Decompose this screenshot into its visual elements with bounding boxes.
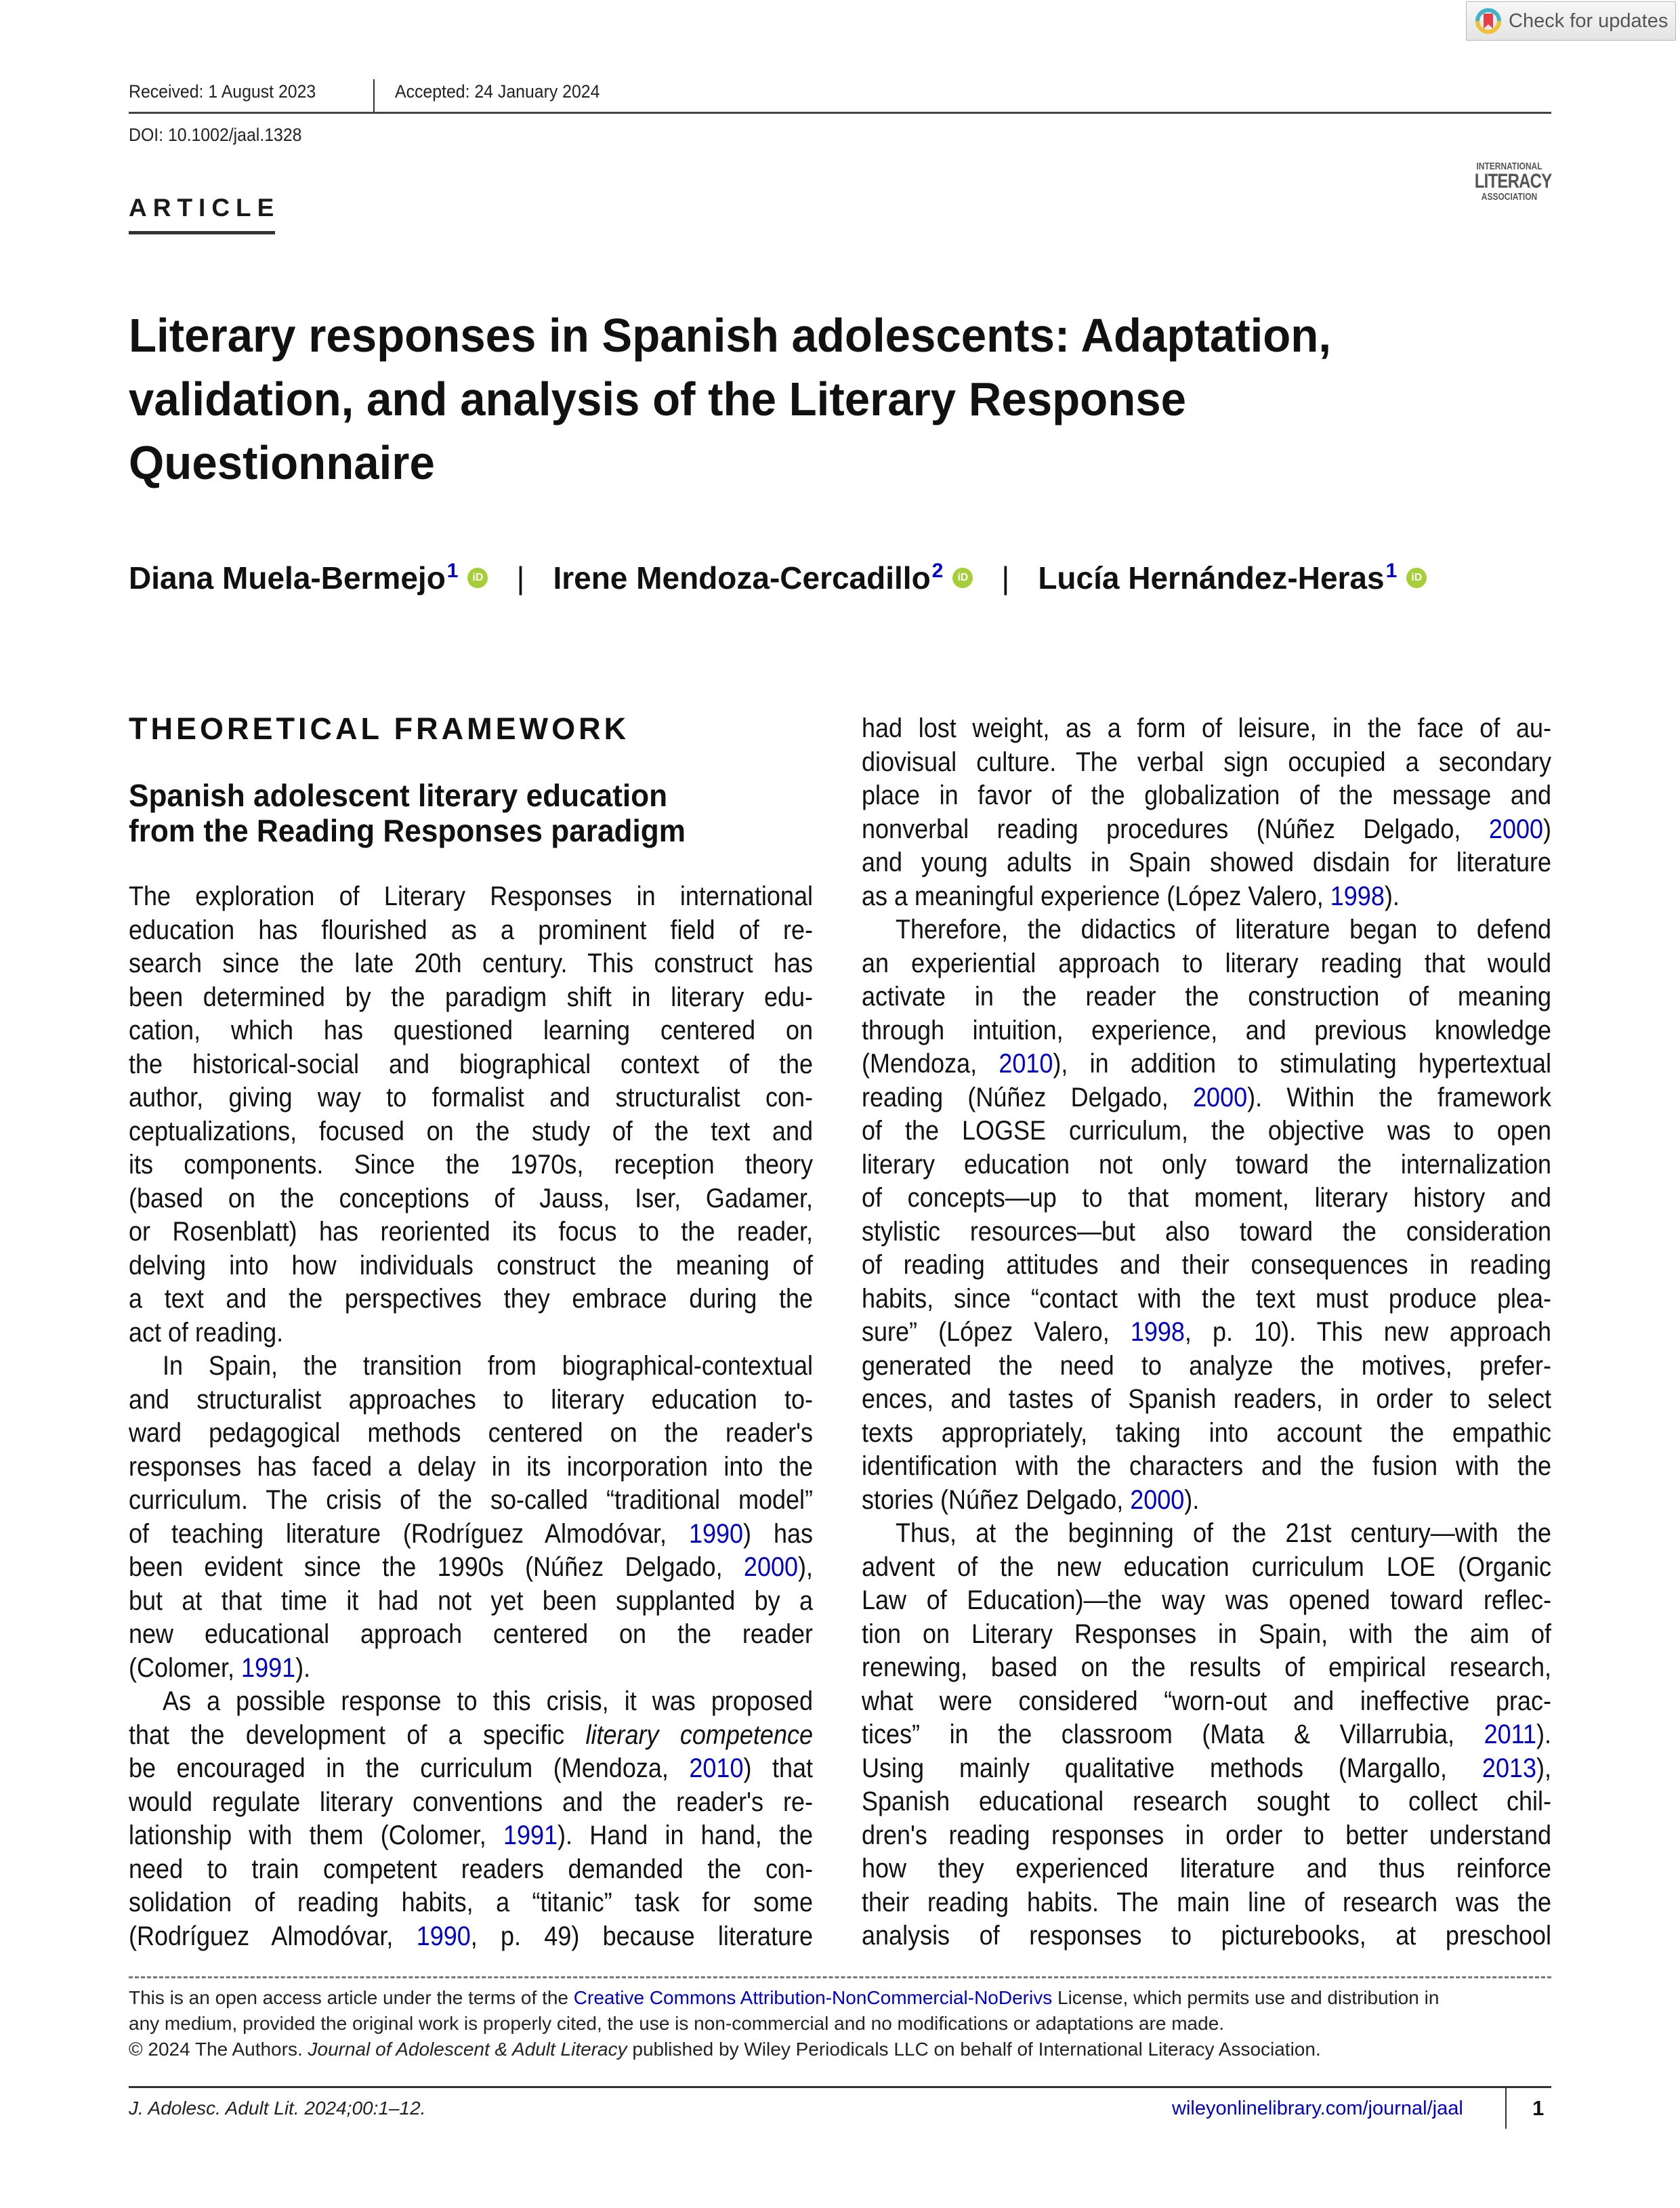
line-text: In Spain, the transition from biographical-contextual (162, 1351, 813, 1381)
line-text: and young adults in Spain showed disdain for literature (862, 848, 1551, 877)
text-line (862, 879, 1400, 913)
citation-link[interactable]: 2011 (1484, 1720, 1537, 1749)
line-text: solidation of reading habits, a “titanic” task for some (129, 1888, 813, 1917)
text-line (129, 1584, 813, 1618)
line-text: ) (1543, 814, 1551, 844)
citation-link[interactable]: 1991 (503, 1820, 558, 1850)
body-column-right (862, 711, 1551, 1965)
line-text: analysis of responses to picturebooks, at preschool (862, 1921, 1551, 1951)
header-rule (129, 112, 1551, 114)
title-line-3: Questionnaire (129, 436, 435, 489)
title-line-2: validation, and analysis of the Literary Response (129, 373, 1186, 425)
line-text: literary education not only toward the internalization (862, 1149, 1551, 1180)
line-text: Therefore, the didactics of literature began to defend (895, 915, 1551, 944)
line-text: nonverbal reading procedures (Núñez Delgado, (862, 814, 1489, 844)
orcid-icon[interactable]: iD (952, 568, 973, 588)
line-text: ceptualizations, focused on the study of the text and (129, 1116, 813, 1146)
affiliation-marker[interactable]: 1 (446, 560, 459, 582)
text-line (129, 1047, 813, 1081)
article-type-underline (129, 231, 275, 234)
text-line (862, 1148, 1551, 1182)
author-name: Diana Muela-Bermejo (129, 560, 446, 596)
text-line (129, 1651, 310, 1685)
line-text: had lost weight, as a form of leisure, in the face of au- (862, 713, 1551, 743)
text-line (862, 1181, 1551, 1215)
line-text: responses has faced a delay in its incorporation into the (129, 1451, 813, 1482)
subsection-heading-line-1: Spanish adolescent literary education (129, 778, 668, 813)
line-text: been evident since the 1990s (Núñez Delgado, (129, 1552, 744, 1582)
line-text: and structuralist approaches to literary education to- (129, 1384, 813, 1415)
journal-url-link[interactable]: wileyonlinelibrary.com/journal/jaal (1172, 2098, 1463, 2119)
line-text: through intuition, experience, and previous knowledge (862, 1015, 1551, 1045)
text-line (862, 1818, 1551, 1852)
text-line (129, 946, 813, 980)
text-line (129, 1014, 813, 1047)
line-text: activate in the reader the construction of meaning (862, 982, 1551, 1012)
text-line (862, 1550, 1551, 1584)
citation-link[interactable]: 2000 (1488, 814, 1544, 844)
text-line (129, 1684, 813, 1718)
text-line (129, 1718, 813, 1752)
citation-link[interactable]: 2010 (999, 1049, 1053, 1079)
orcid-icon[interactable]: iD (1406, 568, 1427, 588)
line-text: renewing, based on the results of empirical research, (862, 1652, 1551, 1682)
line-text: The exploration of Literary Responses in international (129, 881, 813, 911)
article-type-label: ARTICLE (129, 194, 280, 222)
text-line (129, 1751, 813, 1785)
line-text: its components. Since the 1970s, reception theory (129, 1150, 813, 1180)
text-line (862, 1583, 1551, 1617)
text-line (862, 1751, 1551, 1785)
text-line (129, 1249, 813, 1283)
orcid-icon[interactable]: iD (467, 568, 488, 588)
article-title (129, 304, 1551, 495)
line-text: As a possible response to this crisis, it was proposed (162, 1686, 813, 1716)
text-line (862, 778, 1551, 812)
journal-citation: J. Adolesc. Adult Lit. 2024;00:1–12. (129, 2098, 426, 2119)
citation-link[interactable]: 2000 (1193, 1082, 1248, 1112)
line-text: stylistic resources—but also toward the consideration (862, 1216, 1551, 1247)
line-text: of the LOGSE curriculum, the objective was to open (862, 1116, 1551, 1146)
line-text: ). (1384, 881, 1400, 911)
author-list (129, 554, 1427, 602)
line-text: been determined by the paradigm shift in literary edu- (129, 982, 813, 1012)
text-line (862, 1717, 1551, 1751)
subsection-heading (129, 778, 709, 848)
line-text: would regulate literary conventions and the reader's re- (129, 1787, 813, 1817)
check-for-updates-button[interactable] (1466, 1, 1676, 41)
text-line (862, 846, 1551, 879)
text-line (862, 1416, 1551, 1450)
text-line (129, 1919, 813, 1953)
line-text: tion on Literary Responses in Spain, with the aim of (862, 1619, 1551, 1649)
footnote-divider (129, 1976, 1551, 1978)
text-line (129, 1886, 813, 1919)
line-text: diovisual culture. The verbal sign occupied a secondary (862, 747, 1551, 777)
text-line (862, 1684, 1551, 1718)
line-text: a text and the perspectives they embrace during the (129, 1284, 813, 1314)
line-text: texts appropriately, taking into account the empathic (862, 1417, 1551, 1448)
copyright-text: © 2024 The Authors. (129, 2039, 308, 2060)
text-line (862, 745, 1551, 779)
line-text: education has flourished as a prominent field of re- (129, 915, 813, 945)
text-line (862, 1919, 1551, 1953)
line-text: (based on the conceptions of Jauss, Iser, Gadamer, (129, 1183, 813, 1213)
line-text: Using mainly qualitative methods (Margallo, (862, 1753, 1482, 1783)
line-text: need to train competent readers demanded the con- (129, 1854, 813, 1884)
line-text: ). (295, 1652, 311, 1683)
text-line (129, 1818, 813, 1852)
text-line (862, 711, 1551, 745)
line-text: ward pedagogical methods centered on the reader's (129, 1418, 813, 1448)
line-text: what were considered “worn-out and ineffective prac- (862, 1686, 1551, 1716)
text-line (862, 1047, 1551, 1081)
text-line (129, 1182, 813, 1215)
text-line (129, 1483, 813, 1517)
author-separator: | (1001, 560, 1010, 596)
citation-link[interactable]: 1990 (416, 1921, 471, 1951)
text-line (862, 1081, 1551, 1115)
text-line (862, 980, 1551, 1014)
line-text: reading (Núñez Delgado, (862, 1082, 1194, 1112)
subsection-heading-line-2: from the Reading Responses paradigm (129, 813, 686, 848)
text-line (862, 946, 1551, 980)
line-text: , p. 49) because literature (470, 1921, 813, 1951)
text-line (862, 1852, 1551, 1886)
line-text: Spanish educational research sought to collect chil- (862, 1787, 1551, 1816)
line-text: ), (1536, 1753, 1551, 1783)
emphasis-text: literary competence (585, 1720, 813, 1750)
citation-link[interactable]: 1998 (1130, 1317, 1185, 1347)
line-text: of reading attitudes and their consequences in reading (862, 1250, 1551, 1280)
line-text: Law of Education)—the way was opened toward reflec- (862, 1585, 1551, 1615)
citation-link[interactable]: 2013 (1482, 1753, 1537, 1783)
citation-link[interactable]: 2000 (1130, 1484, 1185, 1515)
text-line (129, 1115, 813, 1148)
line-text: dren's reading responses in order to better understand (862, 1820, 1551, 1850)
author-name: Lucía Hernández-Heras (1038, 560, 1385, 596)
citation-link[interactable]: 2000 (743, 1552, 799, 1582)
text-line (862, 1886, 1551, 1919)
line-text: (Mendoza, (862, 1049, 999, 1079)
author[interactable] (1038, 560, 1427, 596)
doi[interactable]: DOI: 10.1002/jaal.1328 (129, 125, 302, 145)
text-line (862, 1449, 1551, 1483)
license-link[interactable]: Creative Commons Attribution-NonCommercial-NoDerivs (573, 1987, 1053, 2008)
text-line (129, 1517, 813, 1551)
license-text: License, which permits use and distribution in (1052, 1987, 1440, 2008)
logo-line-1: INTERNATIONAL (1476, 161, 1542, 172)
title-line-1: Literary responses in Spanish adolescents: Adaptation, (129, 309, 1332, 362)
text-line (862, 812, 1551, 846)
crossmark-icon (1475, 7, 1502, 35)
line-text: act of reading. (129, 1317, 284, 1348)
line-text: advent of the new education curriculum LOE (Organic (862, 1551, 1551, 1582)
line-text: generated the need to analyze the motives, prefer- (862, 1350, 1551, 1381)
line-text: but at that time it had not yet been supplanted by a (129, 1585, 813, 1616)
text-line (862, 1483, 1199, 1517)
text-line (862, 1114, 1551, 1148)
text-line (129, 1215, 813, 1249)
author[interactable] (553, 560, 973, 596)
line-text: delving into how individuals construct the meaning of (129, 1250, 813, 1280)
text-line (129, 1550, 813, 1584)
logo-line-2: LITERACY (1474, 170, 1552, 192)
text-line (862, 1785, 1551, 1818)
section-heading: THEORETICAL FRAMEWORK (129, 711, 630, 746)
text-line (129, 1852, 813, 1886)
line-text: lationship with them (Colomer, (129, 1820, 503, 1850)
received-date: Received: 1 August 2023 (129, 81, 316, 102)
line-text: their reading habits. The main line of research was the (862, 1887, 1551, 1917)
line-text: place in favor of the globalization of the message and (862, 780, 1551, 810)
text-line (129, 1617, 813, 1651)
accepted-date: Accepted: 24 January 2024 (395, 81, 600, 102)
text-line (862, 913, 1551, 946)
copyright-text: published by Wiley Periodicals LLC on behalf of International Literacy Association. (627, 2039, 1321, 2060)
logo-line-3: ASSOCIATION (1481, 191, 1538, 203)
journal-name: Journal of Adolescent & Adult Literacy (308, 2039, 627, 2060)
author-separator: | (516, 560, 525, 596)
license-text: This is an open access article under the terms of the (129, 1987, 574, 2008)
line-text: ences, and tastes of Spanish readers, in order to select (862, 1384, 1551, 1414)
text-line (129, 1383, 813, 1417)
line-text: habits, since “contact with the text must produce plea- (862, 1283, 1551, 1314)
text-line (862, 1282, 1551, 1316)
body-column-left (129, 879, 813, 1963)
line-text: or Rosenblatt) has reoriented its focus to the reader, (129, 1217, 813, 1247)
line-text: ), (798, 1552, 813, 1582)
author-name: Irene Mendoza-Cercadillo (553, 560, 931, 596)
line-text: stories (Núñez Delgado, (862, 1484, 1131, 1515)
line-text: ). (1536, 1720, 1551, 1749)
ila-logo (1466, 161, 1553, 202)
line-text: ) that (743, 1753, 814, 1783)
line-text: of teaching literature (Rodríguez Almodóvar, (129, 1518, 689, 1549)
text-line (129, 1416, 813, 1450)
text-line (129, 980, 813, 1014)
text-line (862, 1315, 1551, 1349)
text-line (129, 913, 813, 947)
line-text: ). Within the framework (1247, 1082, 1551, 1112)
footer-rule (129, 2086, 1551, 2088)
line-text: search since the late 20th century. This construct has (129, 949, 813, 978)
line-text: as a meaningful experience (López Valero, (862, 881, 1330, 911)
header-divider (373, 79, 375, 113)
line-text: author, giving way to formalist and structuralist con- (129, 1083, 813, 1112)
line-text: be encouraged in the curriculum (Mendoza, (129, 1753, 690, 1783)
text-line (862, 1650, 1551, 1684)
citation-link[interactable]: 2010 (689, 1753, 744, 1783)
text-line (129, 1282, 813, 1316)
text-line (862, 1382, 1551, 1416)
footer-divider (1505, 2088, 1507, 2129)
text-line (862, 1014, 1551, 1047)
line-text: identification with the characters and the fusion with the (862, 1451, 1551, 1481)
text-line (862, 1349, 1551, 1383)
author[interactable] (129, 560, 488, 596)
text-line (129, 1349, 813, 1383)
text-line (129, 1148, 813, 1182)
line-text: curriculum. The crisis of the so-called “traditional model” (129, 1485, 813, 1515)
text-line (862, 1248, 1551, 1282)
copyright-line (129, 2037, 1551, 2062)
line-text: sure” (López Valero, (862, 1317, 1131, 1347)
line-text: how they experienced literature and thus reinforce (862, 1854, 1551, 1883)
text-line (862, 1516, 1551, 1550)
line-text: Thus, at the beginning of the 21st century—with the (895, 1518, 1551, 1548)
line-text: cation, which has questioned learning centered on (129, 1016, 813, 1045)
line-text: (Colomer, (129, 1652, 242, 1683)
license-line-1 (129, 1985, 1551, 2011)
line-text: that the development of a specific (129, 1720, 586, 1750)
text-line (129, 879, 813, 913)
line-text: the historical-social and biographical context of the (129, 1049, 813, 1079)
line-text: (Rodríguez Almodóvar, (129, 1921, 417, 1951)
line-text: new educational approach centered on the reader (129, 1619, 813, 1649)
citation-link[interactable]: 1990 (688, 1518, 744, 1549)
line-text: of concepts—up to that moment, literary history and (862, 1183, 1551, 1213)
text-line (129, 1450, 813, 1484)
affiliation-marker[interactable]: 2 (931, 560, 944, 582)
line-text: ) has (743, 1518, 813, 1549)
line-text: ). Hand in hand, the (558, 1820, 813, 1850)
text-line (129, 1316, 283, 1350)
line-text: an experiential approach to literary reading that would (862, 948, 1551, 978)
text-line (862, 1215, 1551, 1249)
line-text: ). (1184, 1484, 1200, 1515)
citation-link[interactable]: 1998 (1330, 881, 1385, 911)
license-line-2: any medium, provided the original work is properly cited, the use is non-commercial and no modifications or adaptations are made. (129, 2013, 1225, 2034)
line-text: , p. 10). This new approach (1184, 1317, 1552, 1347)
text-line (862, 1617, 1551, 1651)
check-for-updates-label: Check for updates (1509, 9, 1668, 32)
page-number: 1 (1532, 2096, 1545, 2120)
line-text: tices” in the classroom (Mata & Villarrubia, (862, 1720, 1484, 1749)
text-line (129, 1081, 813, 1115)
citation-link[interactable]: 1991 (241, 1652, 296, 1683)
text-line (129, 1785, 813, 1819)
affiliation-marker[interactable]: 1 (1385, 560, 1398, 582)
line-text: ), in addition to stimulating hypertextual (1053, 1049, 1551, 1079)
